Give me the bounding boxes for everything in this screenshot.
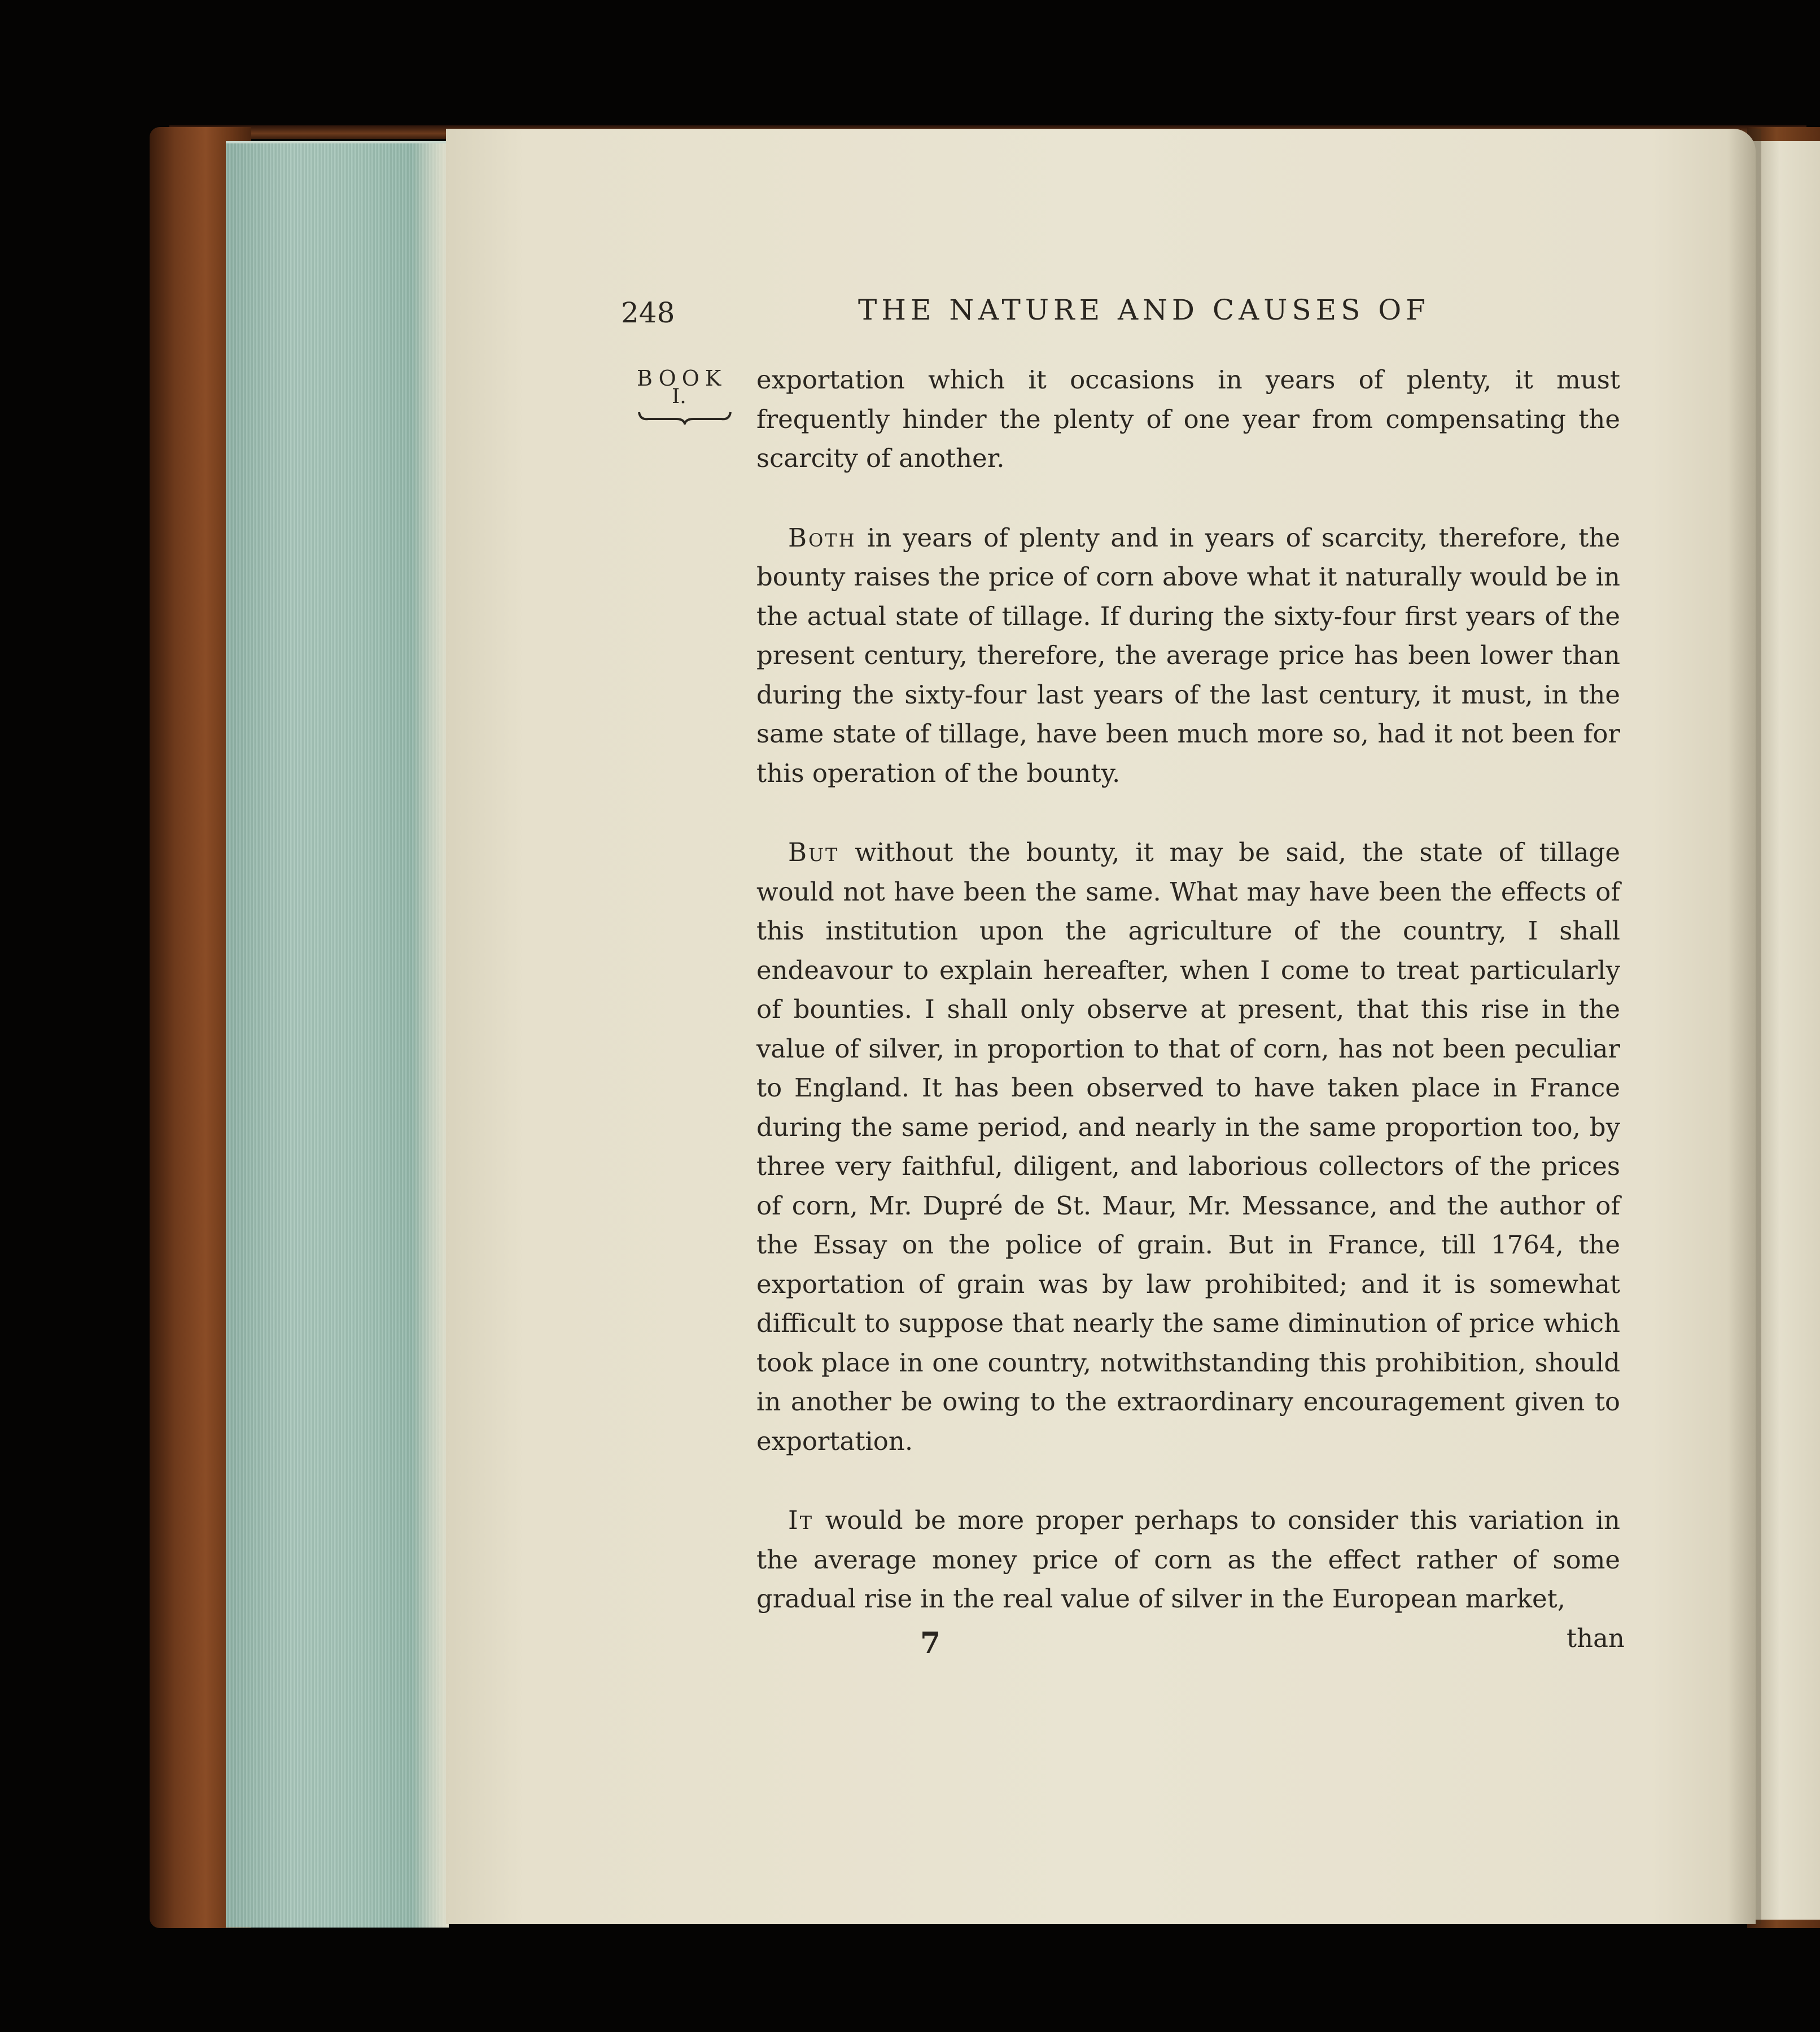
book-numeral: I. xyxy=(672,385,686,408)
paragraph-3 xyxy=(756,833,1620,1461)
page-fore-edge xyxy=(226,141,449,1928)
page-number: 248 xyxy=(621,296,675,329)
catchword: than xyxy=(1567,1623,1625,1653)
paragraph-2 xyxy=(756,518,1620,793)
paragraph-4-text: would be more proper perhaps to consider this variation in the average money price of corn as the effect rather of some gradual rise in the real value of silver in the European market, xyxy=(756,1505,1620,1614)
paragraph-1 xyxy=(756,360,1620,478)
paragraph-2-lead: Both xyxy=(788,522,856,553)
paragraph-4-lead: It xyxy=(788,1505,814,1535)
running-title: THE NATURE AND CAUSES OF xyxy=(858,294,1430,326)
body-text xyxy=(756,360,1620,1659)
paragraph-1-text: exportation which it occasions in years of plenty, it must frequently hinder the plenty of one year from compensating the scarcity of another. xyxy=(756,365,1620,473)
paragraph-4 xyxy=(756,1501,1620,1619)
gutter-shadow xyxy=(1727,129,1761,1924)
paragraph-3-lead: But xyxy=(788,837,839,867)
book-label: BOOK xyxy=(637,366,727,391)
brace-ornament-icon xyxy=(637,408,733,425)
signature-mark: 7 xyxy=(920,1626,941,1660)
paragraph-2-text: in years of plenty and in years of scarcity, therefore, the bounty raises the price of corn above what it naturally would be in the actual state of tillage. If during the sixty-four first years of the present century, therefore, the average price has been lower than during the sixty-four last years of the last century, it must, in the same state of tillage, have been much more so, had it not been for this operation of the bounty. xyxy=(756,522,1620,788)
facing-page-edge xyxy=(1753,141,1820,1920)
paragraph-3-text: without the bounty, it may be said, the state of tillage would not have been the same. What may have been the effects of this institution upon the agriculture of the country, I shall endeavour to explain hereafter, when I come to treat particularly of bounties. I shall only observe at present, that this rise in the value of silver, in proportion to that of corn, has not been peculiar to England. It has been observed to have taken place in France during the same period, and nearly in the same proportion too, by three very faithful, diligent, and laborious collectors of the prices of corn, Mr. Dupré de St. Maur, Mr. Messance, and the author of the Essay on the police of grain. But in France, till 1764, the exportation of grain was by law prohibited; and it is somewhat difficult to suppose that nearly the same diminution of price which took place in one country, notwithstanding this prohibition, should in another be owing to the extraordinary encouragement given to exportation. xyxy=(756,837,1620,1456)
